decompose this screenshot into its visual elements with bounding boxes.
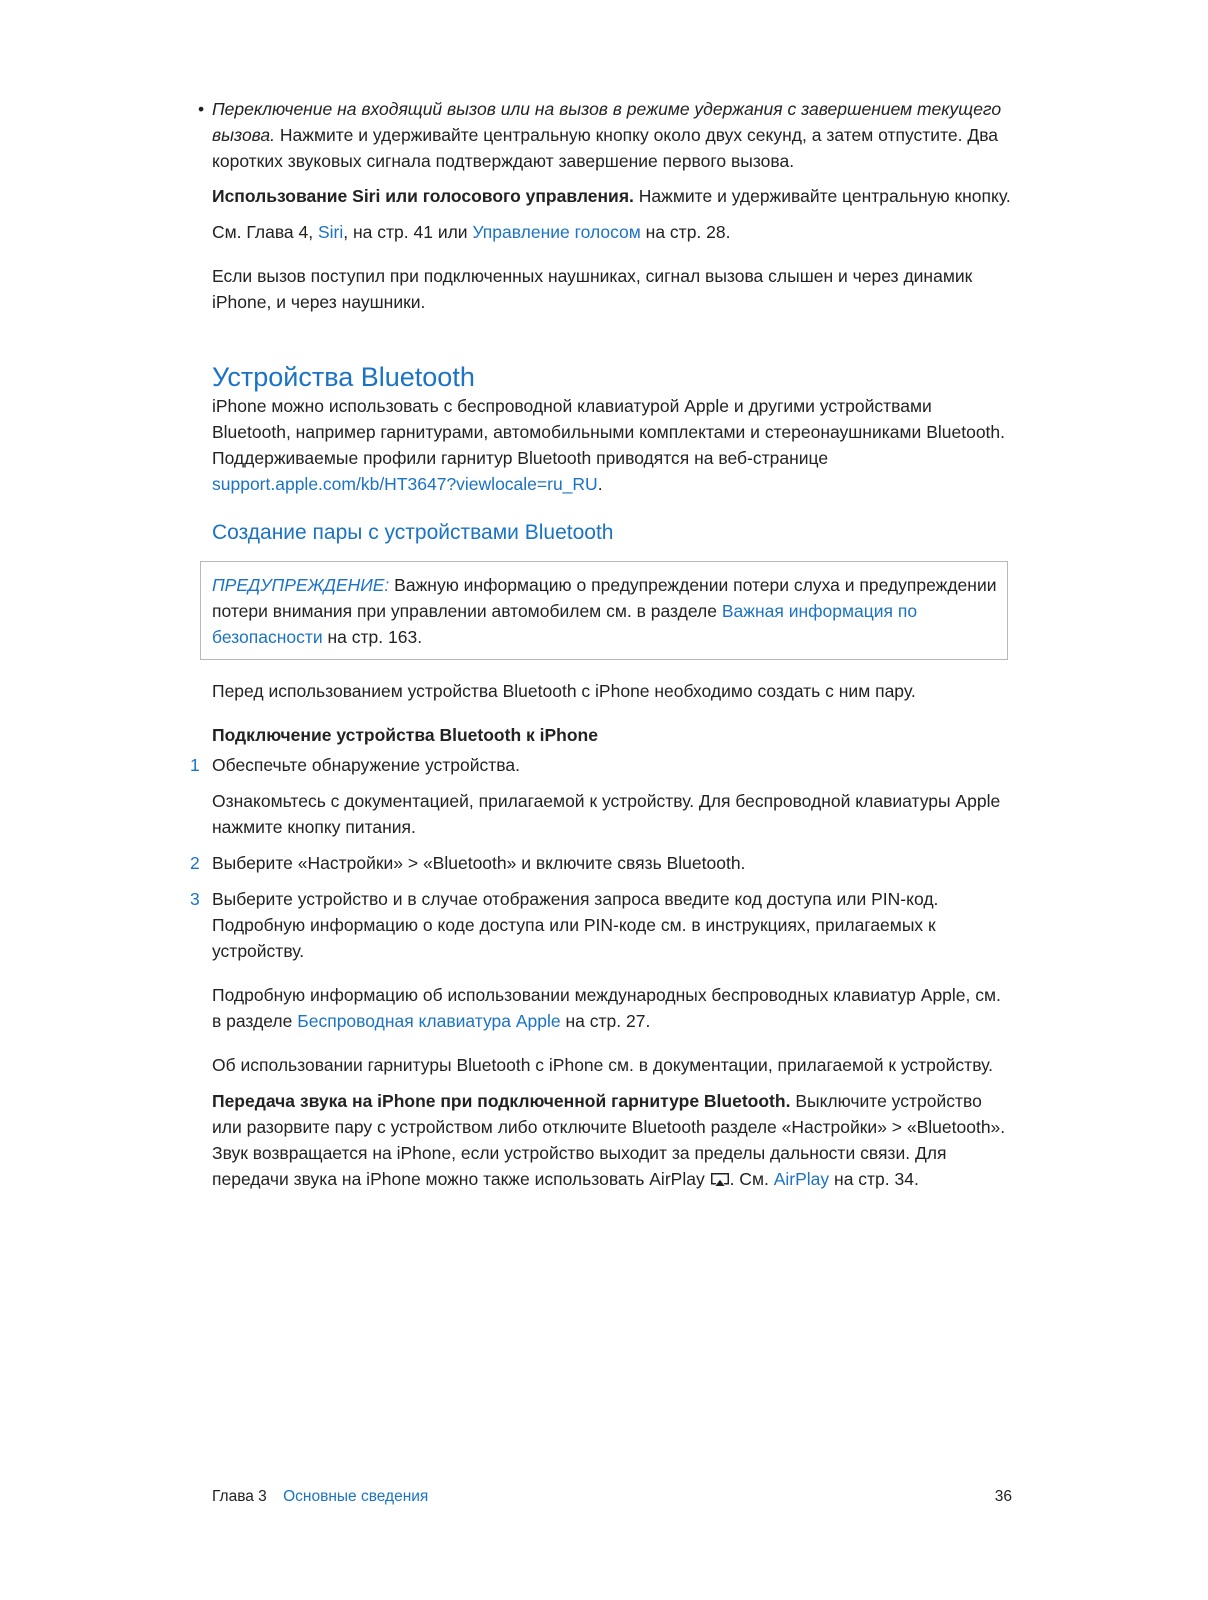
warning-text: Важную информацию о предупреждении потери слуха и предупреждении потери внимания при управлении автомобилем см. в разделе — [212, 575, 997, 621]
step-text: Обеспечьте обнаружение устройства. — [212, 755, 520, 775]
keyboard-text: Подробную информацию об использовании международных беспроводных клавиатур Apple, см. в разделе — [212, 985, 1001, 1031]
warning-box — [200, 561, 1008, 660]
see-also-paragraph — [212, 219, 1012, 245]
section-title: Устройства Bluetooth — [212, 362, 475, 392]
warning-label: ПРЕДУПРЕЖДЕНИЕ: — [212, 575, 390, 595]
page-footer — [212, 1487, 1012, 1507]
keyboard-suffix: на стр. 27. — [565, 1011, 651, 1031]
bullet-italic-lead: Переключение на входящий вызов или на вызов в режиме удержания с завершением текущего вызова. — [212, 99, 1002, 145]
airplay-icon — [711, 1173, 729, 1187]
bullet-dot: • — [198, 99, 205, 119]
headphones-paragraph: Если вызов поступил при подключенных наушниках, сигнал вызова слышен и через динамик iPhone, и через наушники. — [212, 266, 973, 312]
step-3 — [190, 886, 1012, 964]
intro-text: iPhone можно использовать с беспроводной клавиатурой Apple и другими устройствами Bluetooth, например гарнитурами, автомобильными комплектами и стереонаушниками Bluetooth. Поддерживаемые профили гарнитур Bluetooth приводятся на веб-странице — [212, 396, 1006, 468]
step-number: 2 — [190, 853, 200, 873]
page-content — [190, 96, 1012, 1192]
audio-text: Выключите устройство или разорвите пару с устройством либо отключите Bluetooth разделе «Настройки» > «Bluetooth». Звук возвращается на iPhone, если устройство выходит за пределы дальности связи. Для передачи звука на iPhone можно также использовать AirPlay — [212, 1091, 1006, 1189]
siri-bold-lead: Использование Siri или голосового управления. — [212, 186, 634, 206]
subsection-title: Создание пары с устройствами Bluetooth — [212, 521, 614, 544]
wireless-keyboard-link[interactable]: Беспроводная клавиатура Apple — [297, 1011, 561, 1031]
step-1-note: Ознакомьтесь с документацией, прилагаемой к устройству. Для беспроводной клавиатуры Apple нажмите кнопку питания. — [212, 791, 1001, 837]
bullet-text: Нажмите и удерживайте центральную кнопку около двух секунд, а затем отпустите. Два коротких звуковых сигнала подтверждают завершение первого вызова. — [212, 125, 999, 171]
step-number: 1 — [190, 755, 200, 775]
audio-routing-paragraph — [212, 1088, 1012, 1192]
step-number: 3 — [190, 889, 200, 909]
see-mid: , на стр. 41 или — [343, 222, 468, 242]
bullet-item — [198, 96, 1012, 174]
audio-bold-lead: Передача звука на iPhone при подключенной гарнитуре Bluetooth. — [212, 1091, 791, 1111]
footer-chapter-title[interactable]: Основные сведения — [283, 1488, 429, 1505]
step-1 — [190, 752, 1012, 778]
see-prefix: См. Глава 4, — [212, 222, 314, 242]
step-2 — [190, 850, 1012, 876]
safety-info-link[interactable]: Важная информация по безопасности — [212, 601, 918, 647]
audio-after-icon: . См. — [729, 1169, 769, 1189]
airplay-link[interactable]: AirPlay — [773, 1169, 830, 1189]
support-link[interactable]: support.apple.com/kb/HT3647?viewlocale=ru_RU — [212, 474, 598, 494]
see-suffix: на стр. 28. — [645, 222, 731, 242]
step-text: Выберите «Настройки» > «Bluetooth» и включите связь Bluetooth. — [212, 853, 746, 873]
footer-chapter: Глава 3 — [212, 1488, 267, 1505]
audio-suffix: на стр. 34. — [834, 1169, 919, 1189]
headset-paragraph: Об использовании гарнитуры Bluetooth с iPhone см. в документации, прилагаемой к устройству. — [212, 1055, 993, 1075]
before-use-paragraph: Перед использованием устройства Bluetooth с iPhone необходимо создать с ним пару. — [212, 681, 916, 701]
procedure-title: Подключение устройства Bluetooth к iPhone — [212, 725, 598, 745]
page-number: 36 — [994, 1488, 1012, 1505]
keyboard-paragraph — [212, 982, 1012, 1034]
siri-paragraph — [212, 183, 1012, 209]
intro-suffix: . — [597, 474, 603, 494]
warning-suffix: на стр. 163. — [327, 627, 423, 647]
siri-text: Нажмите и удерживайте центральную кнопку. — [638, 186, 1011, 206]
step-text: Выберите устройство и в случае отображения запроса введите код доступа или PIN-код. Подробную информацию о коде доступа или PIN-коде см. в инструкциях, прилагаемых к устройству. — [212, 889, 939, 961]
voice-control-link[interactable]: Управление голосом — [472, 222, 641, 242]
siri-link[interactable]: Siri — [318, 222, 344, 242]
bluetooth-intro-paragraph — [212, 393, 1012, 497]
